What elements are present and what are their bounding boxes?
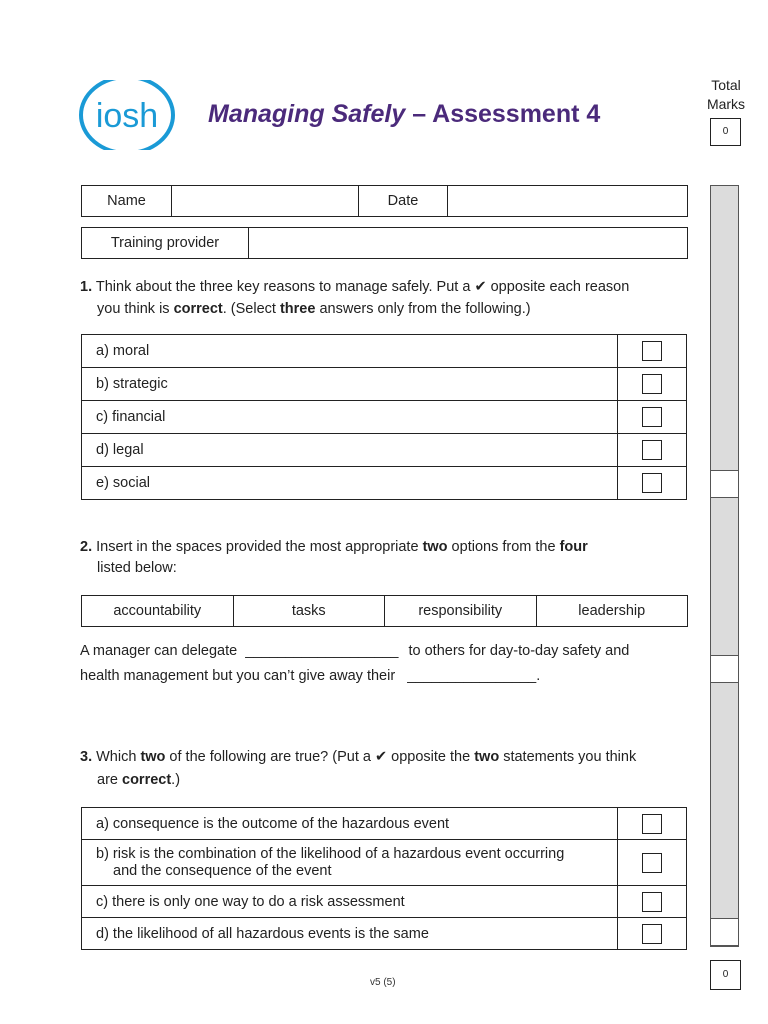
q3-marks-cell[interactable] [710,918,739,946]
q1-text [80,276,680,320]
check-icon: ✔ [474,279,487,295]
q3-text-c: opposite the [387,749,475,765]
q1-text-b: opposite each reason [486,279,630,295]
q1-number: 1. [80,279,93,295]
q1-option-a: a) moral [82,335,618,368]
q1-checkbox-a[interactable] [642,341,662,361]
q2-option-accountability: accountability [82,596,234,627]
q2-text [80,537,680,579]
q3-checkbox-cell [618,808,687,840]
q1-option-d: d) legal [82,434,618,467]
q1-text-a: Think about the three key reasons to manage safely. Put a [92,279,475,295]
date-label: Date [359,186,448,217]
q2-number: 2. [80,539,93,555]
q3-row [82,918,687,950]
q3-checkbox-cell [618,840,687,886]
q2-blank-1[interactable]: ___________________ [245,643,399,659]
q1-checkbox-b[interactable] [642,374,662,394]
q3-option-d: d) the likelihood of all hazardous events is the same [82,918,618,950]
q3-checkbox-cell [618,886,687,918]
name-date-table [81,185,688,217]
q3-option-b-line2: and the consequence of the event [113,862,332,879]
q2-options-table [81,595,688,627]
name-label: Name [82,186,172,217]
marks-sidebar [710,185,739,947]
q1-checkbox-d[interactable] [642,440,662,460]
q3-text-f: .) [171,772,181,788]
q3-bold-3: correct [122,772,172,788]
q1-option-e: e) social [82,467,618,500]
iosh-logo-graphic [78,74,176,156]
q2-sentence-line-1 [80,643,629,659]
q3-text [80,746,680,792]
q1-checkbox-e[interactable] [642,473,662,493]
q2-sentence-2a: health management but you can’t give away their [80,668,396,684]
q1-text-d: . (Select [222,301,280,317]
q3-checkbox-a[interactable] [642,814,662,834]
q3-row [82,886,687,918]
q1-text-c: you think is [97,301,174,317]
q2-text-c: listed below: [97,560,177,576]
q3-options-table [81,807,687,950]
q1-option-c: c) financial [82,401,618,434]
q3-option-c: c) there is only one way to do a risk assessment [82,886,618,918]
q3-text-e: are [97,772,122,788]
training-provider-table [81,227,688,259]
q1-row [82,401,687,434]
title-italic: Managing Safely [208,100,406,128]
q3-text-b: of the following are true? (Put a [165,749,375,765]
q3-checkbox-d[interactable] [642,924,662,944]
q3-row [82,808,687,840]
q3-row [82,840,687,886]
date-field[interactable] [448,186,688,217]
q1-text-e: answers only from the following.) [315,301,531,317]
bottom-marks-box[interactable]: 0 [710,960,741,990]
logo-text: iosh [95,97,159,135]
q2-option-tasks: tasks [233,596,385,627]
title-rest: – Assessment 4 [405,100,601,128]
q1-checkbox-cell [618,401,687,434]
total-label: Total [711,77,741,93]
q2-bold-2: four [559,539,588,555]
q3-checkbox-cell [618,918,687,950]
q2-marks-cell[interactable] [710,655,739,683]
check-icon: ✔ [374,749,388,765]
q1-checkbox-cell [618,467,687,500]
q3-option-b: b) risk is the combination of the likelihood of a hazardous event occurring [96,845,565,862]
q1-checkbox-cell [618,434,687,467]
q2-blank-2[interactable]: ________________ [407,668,537,684]
training-provider-field[interactable] [249,228,688,259]
q2-sentence-line-2 [80,668,540,684]
training-provider-label: Training provider [82,228,249,259]
page-title [208,100,600,129]
q3-option-a: a) consequence is the outcome of the hazardous event [82,808,618,840]
q1-row [82,467,687,500]
total-marks-label [700,76,752,114]
q1-row [82,434,687,467]
q2-sentence-1b: to others for day-to-day safety and [408,643,630,659]
q1-bold-2: three [279,301,316,317]
iosh-logo [78,74,176,156]
q2-sentence-2b: . [536,668,541,684]
q3-bold-1: two [140,749,166,765]
q1-checkbox-cell [618,335,687,368]
q2-bold-1: two [422,539,448,555]
q3-checkbox-b[interactable] [642,853,662,873]
q3-option-b-cell [82,840,618,886]
q3-bold-2: two [474,749,500,765]
version-footer: v5 (5) [370,977,396,988]
q2-text-b: options from the [447,539,560,555]
q2-sentence-1a: A manager can delegate [80,643,238,659]
q1-bold-1: correct [173,301,223,317]
q2-text-a: Insert in the spaces provided the most appropriate [92,539,423,555]
q1-row [82,335,687,368]
q2-option-responsibility: responsibility [385,596,537,627]
q1-option-b: b) strategic [82,368,618,401]
marks-label: Marks [706,96,746,112]
q2-option-leadership: leadership [536,596,688,627]
q1-checkbox-c[interactable] [642,407,662,427]
q1-options-table [81,334,687,500]
q3-checkbox-c[interactable] [642,892,662,912]
q3-text-a: Which [92,749,141,765]
name-field[interactable] [172,186,359,217]
q3-text-d: statements you think [499,749,637,765]
q1-row [82,368,687,401]
q1-checkbox-cell [618,368,687,401]
total-marks-box[interactable]: 0 [710,118,741,146]
q3-number: 3. [80,749,93,765]
q1-marks-cell[interactable] [710,470,739,498]
